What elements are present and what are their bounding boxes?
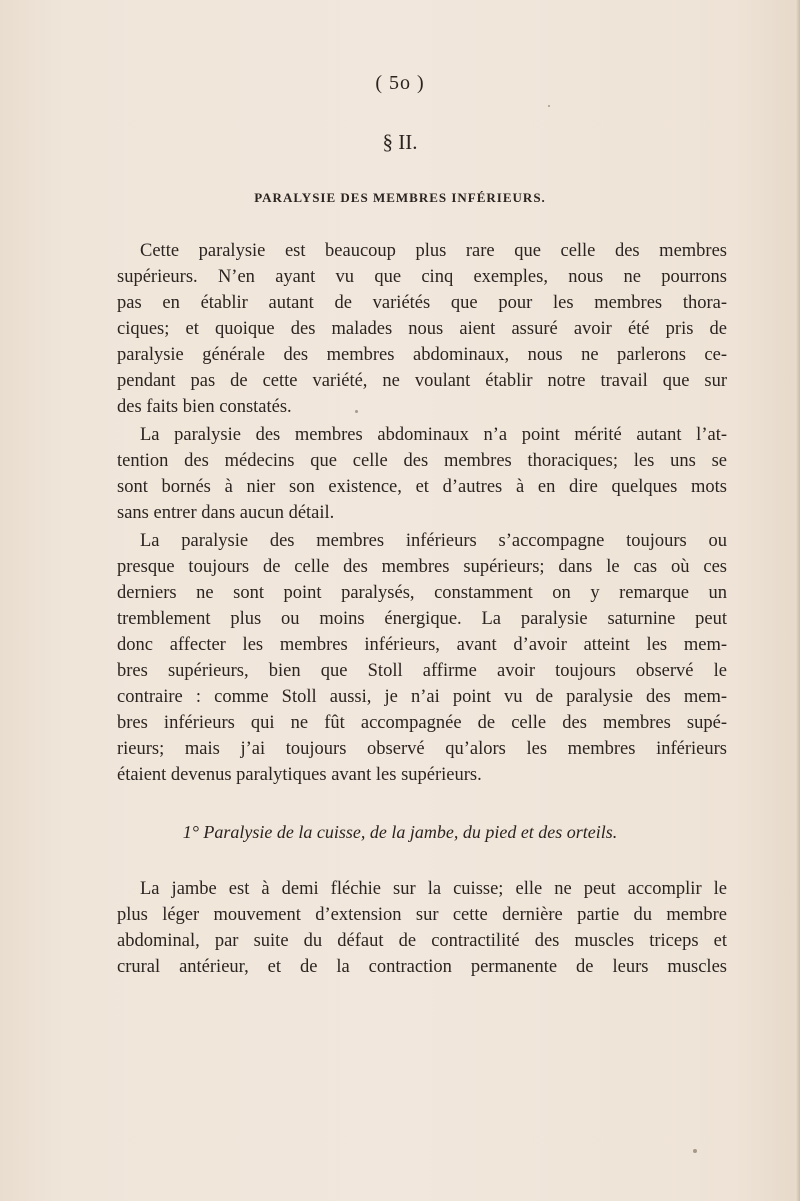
paragraph-line: contraire : comme Stoll aussi, je n’ai point vu de paralysie des mem-: [117, 687, 727, 707]
paragraph-line: bres supérieurs, bien que Stoll affirme avoir toujours observé le: [117, 661, 727, 681]
paragraph-line: La paralysie des membres inférieurs s’accompagne toujours ou: [140, 531, 727, 551]
paragraph-line: bres inférieurs qui ne fût accompagnée de celle des membres supé-: [117, 713, 727, 733]
paper-speck: [355, 410, 358, 413]
paragraph-line: sans entrer dans aucun détail.: [117, 503, 335, 523]
paragraph-line: sont bornés à nier son existence, et d’autres à en dire quelques mots: [117, 477, 727, 497]
paragraph-line: donc affecter les membres inférieurs, avant d’avoir atteint les mem-: [117, 635, 727, 655]
paragraph-line: étaient devenus paralytiques avant les supérieurs.: [117, 765, 482, 785]
paragraph-line: pendant pas de cette variété, ne voulant établir notre travail que sur: [117, 371, 727, 391]
paragraph-line: La jambe est à demi fléchie sur la cuisse; elle ne peut accomplir le: [140, 879, 727, 899]
paragraph-line: tremblement plus ou moins énergique. La paralysie saturnine peut: [117, 609, 727, 629]
paragraph-line: pas en établir autant de variétés que pour les membres thora-: [117, 293, 727, 313]
paper-speck: [548, 105, 550, 107]
section-title: PARALYSIE DES MEMBRES INFÉRIEURS.: [254, 190, 546, 205]
paragraph-line: supérieurs. N’en ayant vu que cinq exemples, nous ne pourrons: [117, 267, 727, 287]
subsection-heading: 1° Paralysie de la cuisse, de la jambe, du pied et des orteils.: [182, 822, 618, 842]
paragraph-line: derniers ne sont point paralysés, constamment on y remarque un: [117, 583, 727, 603]
paragraph-line: ciques; et quoique des malades nous aient assuré avoir été pris de: [117, 319, 727, 339]
paragraph-line: presque toujours de celle des membres supérieurs; dans le cas où ces: [117, 557, 727, 577]
paragraph-line: plus léger mouvement d’extension sur cette dernière partie du membre: [117, 905, 727, 925]
paragraph-line: crural antérieur, et de la contraction permanente de leurs muscles: [117, 957, 727, 977]
paper-speck: [693, 1149, 697, 1153]
paragraph-line: abdominal, par suite du défaut de contractilité des muscles triceps et: [117, 931, 727, 951]
paragraph-line: La paralysie des membres abdominaux n’a point mérité autant l’at-: [140, 425, 727, 445]
section-number: § II.: [382, 130, 418, 154]
paragraph-line: des faits bien constatés.: [117, 397, 292, 417]
paragraph-line: tention des médecins que celle des membres thoraciques; les uns se: [117, 451, 727, 471]
page-number: ( 5o ): [375, 72, 425, 94]
paragraph-line: paralysie générale des membres abdominaux, nous ne parlerons ce-: [117, 345, 727, 365]
paragraph-line: rieurs; mais j’ai toujours observé qu’alors les membres inférieurs: [117, 739, 727, 759]
page-edge-shadow: [796, 0, 800, 1201]
paragraph-line: Cette paralysie est beaucoup plus rare que celle des membres: [140, 241, 727, 261]
